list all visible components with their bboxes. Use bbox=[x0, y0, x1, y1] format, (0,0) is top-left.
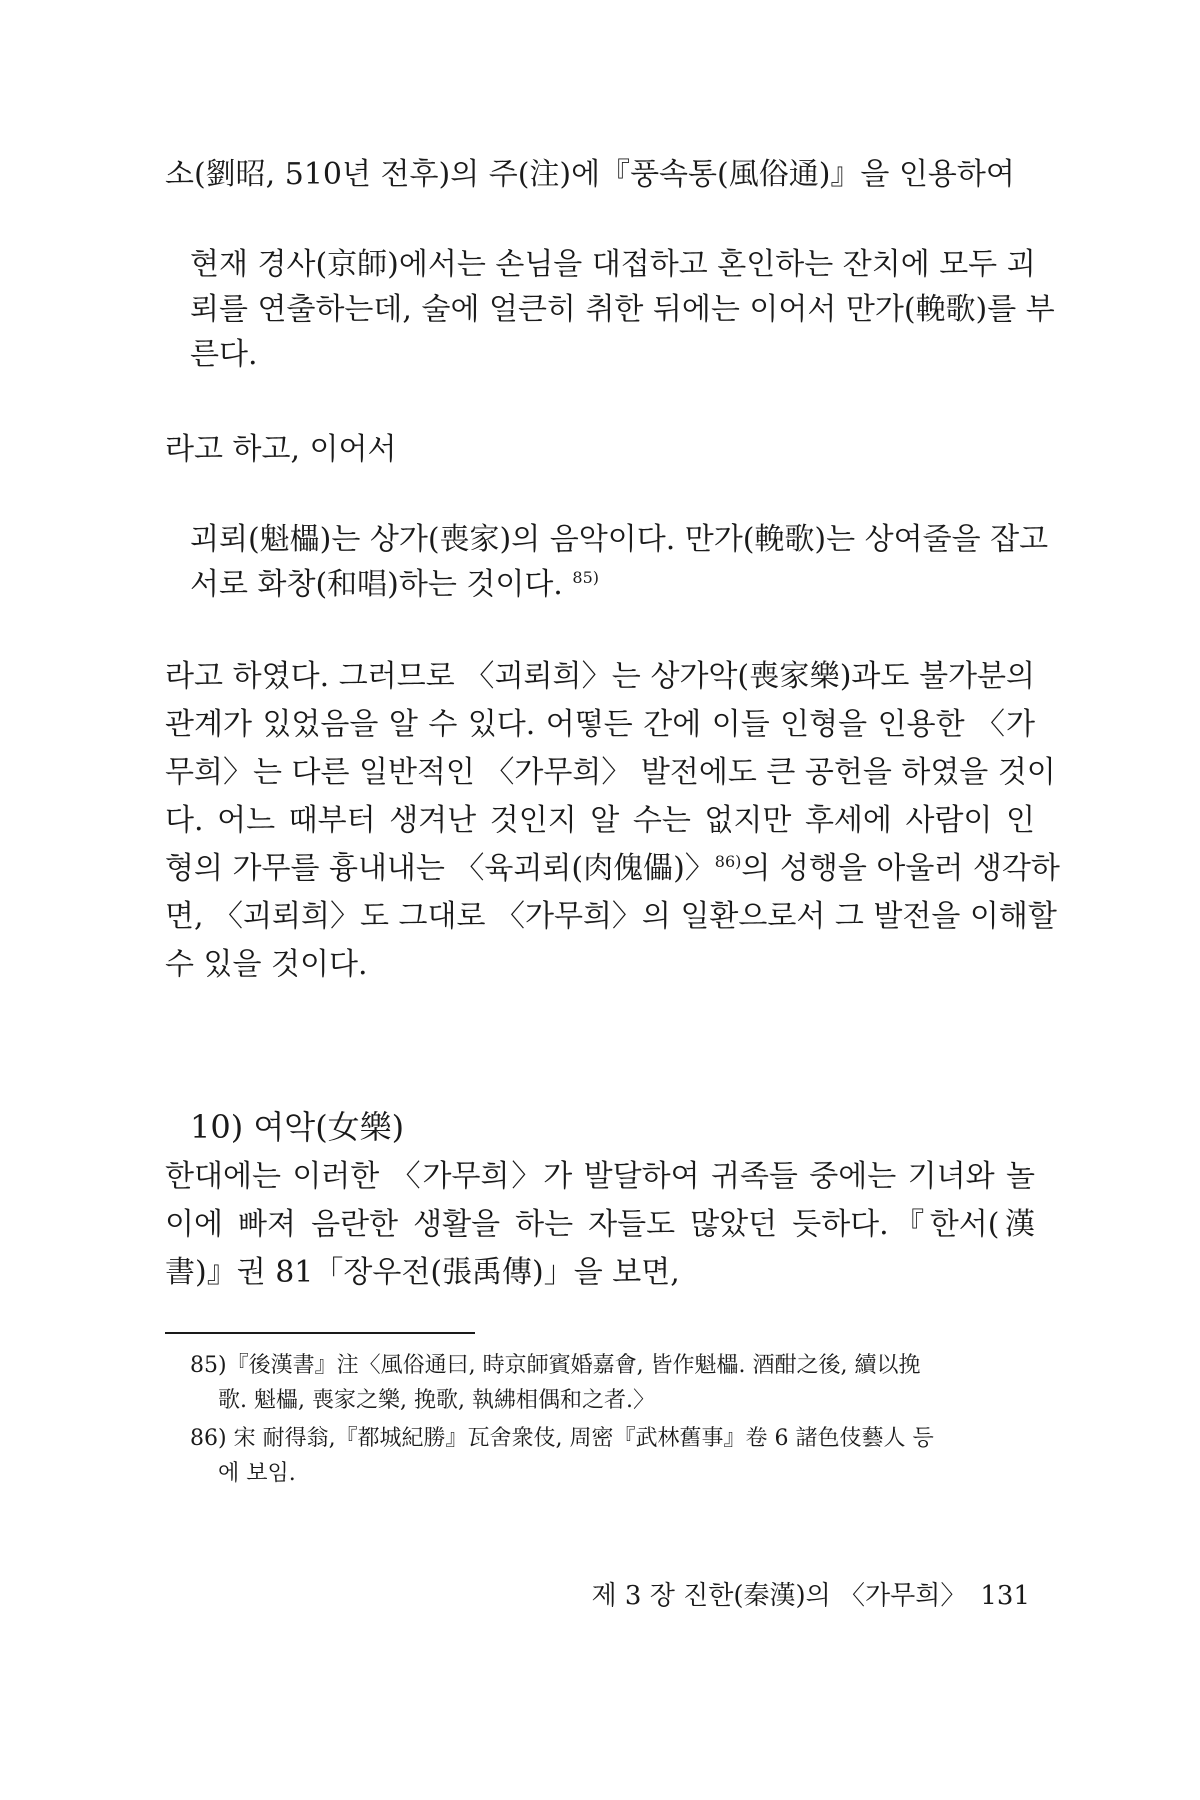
quote1-line-1: 현재 경사(京師)에서는 손님을 대접하고 혼인하는 잔치에 모두 괴 bbox=[190, 247, 1036, 282]
main-line-5-text-b: 의 성행을 아울러 생각하 bbox=[741, 851, 1060, 886]
quote1-line-3: 른다. bbox=[190, 337, 258, 372]
page-footer bbox=[578, 1578, 1030, 1614]
section-line-2: 이에 빠져 음란한 생활을 하는 자들도 많았던 듯하다.『한서(漢 bbox=[165, 1207, 1035, 1242]
bridge-line: 라고 하고, 이어서 bbox=[165, 432, 397, 467]
footnote-85-line-1: 85)『後漢書』注〈風俗通曰, 時京師賓婚嘉會, 皆作魁櫑. 酒酣之後, 續以挽 bbox=[190, 1353, 921, 1378]
main-line-1: 라고 하였다. 그러므로 〈괴뢰희〉는 상가악(喪家樂)과도 불가분의 bbox=[165, 659, 1035, 694]
main-line-6: 면, 〈괴뢰희〉도 그대로 〈가무희〉의 일환으로서 그 발전을 이해할 bbox=[165, 899, 1057, 934]
quote2-line-2-text: 서로 화창(和唱)하는 것이다. bbox=[190, 567, 563, 602]
footnote-ref-85[interactable]: 85) bbox=[572, 568, 599, 587]
main-line-5 bbox=[165, 849, 1060, 889]
intro-line: 소(劉昭, 510년 전후)의 주(注)에『풍속통(風俗通)』을 인용하여 bbox=[165, 157, 1015, 192]
footnote-divider bbox=[165, 1332, 475, 1334]
footnote-86-line-2: 에 보임. bbox=[218, 1461, 296, 1486]
section-line-3: 書)』권 81「장우전(張禹傳)」을 보면, bbox=[165, 1255, 680, 1290]
footnote-86-line-1: 86) 宋 耐得翁,『都城紀勝』瓦舍衆伎, 周密『武林舊事』卷 6 諸色伎藝人 등 bbox=[190, 1426, 934, 1451]
footnote-ref-86[interactable]: 86) bbox=[714, 852, 742, 871]
running-chapter-title: 제 3 장 진한(秦漢)의 〈가무희〉 bbox=[591, 1581, 967, 1611]
main-line-5-text-a: 형의 가무를 흉내내는 〈육괴뢰(肉傀儡)〉 bbox=[165, 851, 715, 886]
section-line-1: 한대에는 이러한 〈가무희〉가 발달하여 귀족들 중에는 기녀와 놀 bbox=[165, 1159, 1035, 1194]
main-line-3: 무희〉는 다른 일반적인 〈가무희〉 발전에도 큰 공헌을 하였을 것이 bbox=[165, 755, 1056, 790]
page-number: 131 bbox=[980, 1581, 1030, 1611]
footnote-85-line-2: 歌. 魁櫑, 喪家之樂, 挽歌, 執紼相偶和之者.〉 bbox=[218, 1388, 655, 1413]
main-line-7: 수 있을 것이다. bbox=[165, 947, 368, 982]
quote1-line-2: 뢰를 연출하는데, 술에 얼큰히 취한 뒤에는 이어서 만가(輓歌)를 부 bbox=[190, 292, 1055, 327]
main-line-2: 관계가 있었음을 알 수 있다. 어떻든 간에 이들 인형을 인용한 〈가 bbox=[165, 707, 1035, 742]
quote2-line-2 bbox=[190, 565, 1035, 605]
main-line-4: 다. 어느 때부터 생겨난 것인지 알 수는 없지만 후세에 사람이 인 bbox=[165, 803, 1035, 838]
section-heading: 10) 여악(女樂) bbox=[190, 1108, 405, 1146]
quote2-line-1: 괴뢰(魁櫑)는 상가(喪家)의 음악이다. 만가(輓歌)는 상여줄을 잡고 bbox=[190, 522, 1049, 557]
